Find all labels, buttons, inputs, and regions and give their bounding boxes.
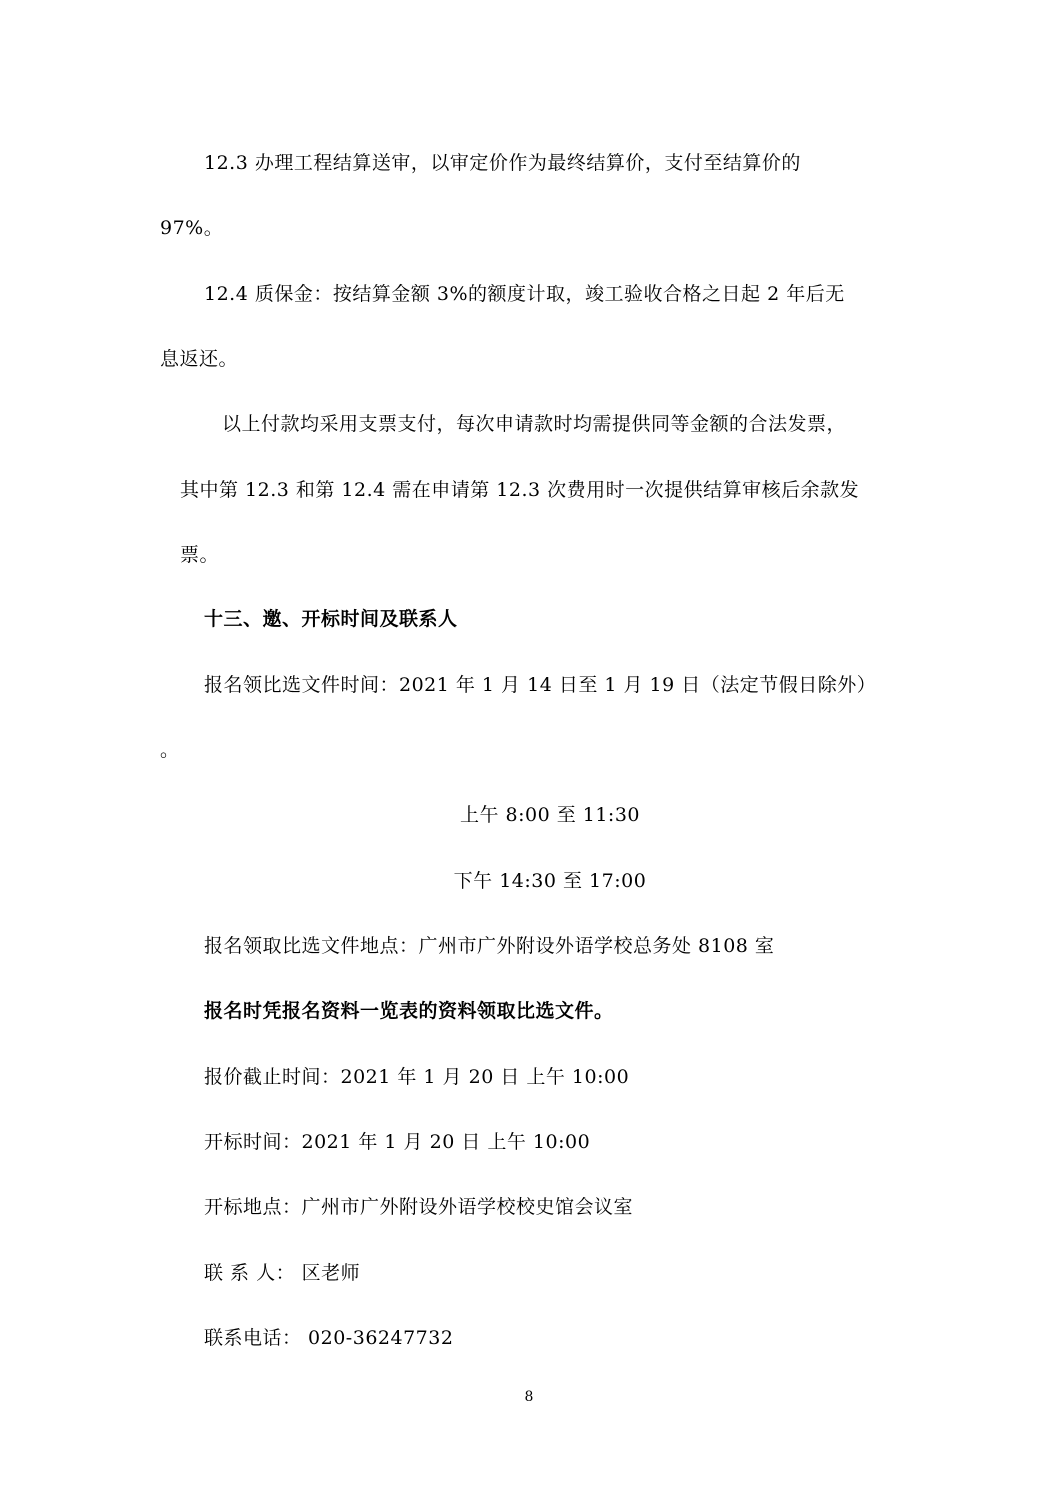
registration-time-line2: 。 [160, 739, 180, 761]
opening-time: 开标时间：2021 年 1 月 20 日 上午 10:00 [204, 1131, 591, 1153]
payment-note-line3: 票。 [180, 544, 220, 566]
payment-note-line2: 其中第 12.3 和第 12.4 需在申请第 12.3 次费用时一次提供结算审核后余款发 [180, 479, 860, 501]
afternoon-hours: 下午 14:30 至 17:00 [453, 870, 647, 892]
morning-hours: 上午 8:00 至 11:30 [459, 804, 641, 826]
payment-item-12-4-line1: 12.4 质保金：按结算金额 3%的额度计取，竣工验收合格之日起 2 年后无 [204, 283, 845, 305]
payment-item-12-3-line1: 12.3 办理工程结算送审，以审定价作为最终结算价，支付至结算价的 [204, 152, 801, 174]
registration-place: 报名领取比选文件地点：广州市广外附设外语学校总务处 8108 室 [204, 935, 775, 957]
payment-note-line1: 以上付款均采用支票支付，每次申请款时均需提供同等金额的合法发票， [222, 413, 847, 435]
contact-person: 联 系 人： 区老师 [204, 1262, 361, 1284]
opening-place: 开标地点：广州市广外附设外语学校校史馆会议室 [204, 1196, 634, 1218]
payment-item-12-3-line2: 97%。 [160, 217, 224, 239]
registration-note: 报名时凭报名资料一览表的资料领取比选文件。 [204, 1000, 614, 1022]
registration-time-line1: 报名领比选文件时间：2021 年 1 月 14 日至 1 月 19 日（法定节假日除外） [204, 674, 877, 696]
contact-phone: 联系电话： 020-36247732 [204, 1327, 454, 1349]
section-heading: 十三、邀、开标时间及联系人 [204, 608, 458, 630]
payment-item-12-4-line2: 息返还。 [160, 348, 239, 370]
page-number: 8 [524, 1389, 534, 1405]
quote-deadline: 报价截止时间：2021 年 1 月 20 日 上午 10:00 [204, 1066, 630, 1088]
